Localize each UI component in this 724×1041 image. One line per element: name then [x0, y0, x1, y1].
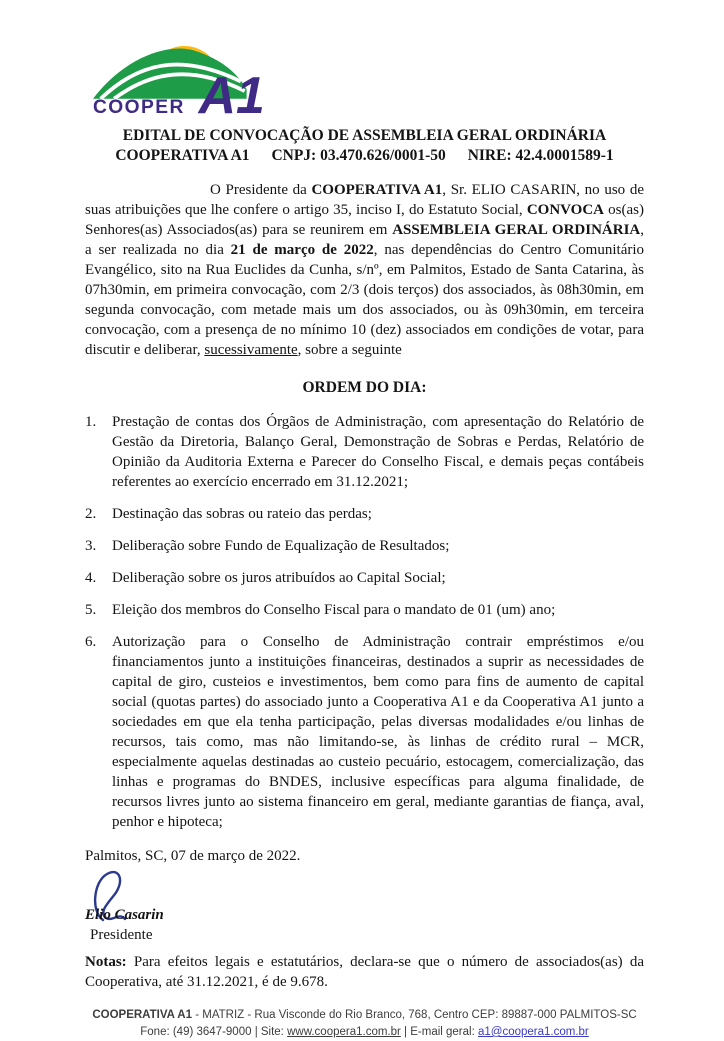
item-number: 6. — [85, 634, 97, 650]
a1-mark: A1 — [198, 66, 265, 116]
signature-block — [85, 868, 644, 944]
text-run: sucessivamente — [204, 342, 298, 358]
item-number: 3. — [85, 538, 97, 554]
email-link[interactable]: a1@coopera1.com.br — [477, 1026, 589, 1038]
date-line: Palmitos, SC, 07 de março de 2022. — [85, 848, 301, 864]
text-run: O Presidente da — [210, 182, 312, 198]
text-run: , Sr. ELIO CASARIN, no uso de suas atribuições que lhe confere o artigo 35, inciso I, do Estatuto Social, — [85, 182, 644, 218]
item-text: Deliberação sobre os juros atribuídos ao Capital Social; — [112, 570, 446, 586]
ordem-item — [85, 504, 644, 524]
text-run: , a ser realizada no dia — [85, 222, 644, 258]
text-run: CONVOCA — [526, 202, 605, 218]
item-text: Deliberação sobre Fundo de Equalização de Resultados; — [112, 538, 450, 554]
signature-role: Presidente — [90, 927, 153, 943]
ordem-do-dia-heading: ORDEM DO DIA: — [302, 379, 427, 396]
notes-paragraph — [85, 952, 644, 992]
text-run: - MATRIZ - Rua Visconde do Rio Branco, 768, Centro CEP: 89887-000 PALMITOS-SC — [192, 1009, 637, 1021]
text-run: COOPERATIVA A1 — [92, 1009, 193, 1021]
cooper-wordmark: COOPER — [93, 97, 185, 116]
item-text: Autorização para o Conselho de Administração contrair empréstimos e/ou financiamentos junto a instituições financeiras, destinados a suprir as necessidades de capital de giro, custeios e investimentos, bem como para fins de aumento de capital social (quotas partes) do associado junto a Cooperativa A1 e da Cooperativa A1 junto a sociedades em que ela tenha participação, pelas diversas modalidades e/ou linhas de recursos, tais como, mas não limitando-se, às linhas de crédito rural – MCR, especialmente aquelas destinadas ao custeio pecuário, estocagem, comercialização, das linhas e programas do BNDES, inclusive específicas para alguma finalidade, de recursos livres junto ao sistema financeiro em geral, mediante garantias de fiança, aval, penhor e hipoteca; — [112, 634, 644, 830]
cooper-a1-logo — [93, 20, 644, 116]
item-text: Prestação de contas dos Órgãos de Administração, com apresentação do Relatório de Gestão da Diretoria, Balanço Geral, Demonstração de Sobras e Perdas, Relatório de Opinião da Auditoria Externa e Parecer do Conselho Fiscal, e demais peças contábeis referentes ao exercício encerrado em 31.12.2021; — [112, 414, 644, 490]
ordem-item — [85, 412, 644, 492]
title-line1: EDITAL DE CONVOCAÇÃO DE ASSEMBLEIA GERAL ORDINÁRIA — [122, 127, 607, 144]
logo-graphic — [93, 20, 285, 116]
item-number: 4. — [85, 570, 97, 586]
text-run: ASSEMBLEIA GERAL ORDINÁRIA — [392, 222, 641, 238]
text-run: 21 de março de 2022 — [230, 242, 374, 258]
document-title — [85, 126, 644, 166]
ordem-item — [85, 536, 644, 556]
text-run: os(as) Senhores(as) Associados(as) para se reunirem em — [85, 202, 644, 238]
website-link[interactable]: www.coopera1.com.br — [287, 1026, 401, 1038]
footer-line2 — [85, 1024, 644, 1041]
text-run: Notas: — [85, 954, 127, 970]
intro-paragraph — [85, 180, 644, 360]
ordem-list — [85, 412, 644, 832]
footer — [85, 1007, 644, 1041]
item-number: 5. — [85, 602, 97, 618]
ordem-item — [85, 600, 644, 620]
item-text: Eleição dos membros do Conselho Fiscal para o mandato de 01 (um) ano; — [112, 602, 556, 618]
title-company: COOPERATIVA A1 — [115, 147, 250, 164]
signature-name: Elio Casarin — [85, 907, 164, 923]
text-run: , nas dependências do Centro Comunitário Evangélico, sito na Rua Euclides da Cunha, s/nº, em Palmitos, Estado de Santa Catarina, às 07h30min, em primeira convocação, com 2/3 (dois terços) dos associados, às 08h30min, em segunda convocação, com metade mais um dos associados, ou às 09h30min, em terceira convocação, com a presença de no mínimo 10 (dez) associados em condições de votar, para discutir e deliberar, — [85, 242, 645, 358]
item-text: Destinação das sobras ou rateio das perdas; — [112, 506, 372, 522]
footer-line1 — [85, 1007, 644, 1024]
item-number: 1. — [85, 414, 97, 430]
item-number: 2. — [85, 506, 97, 522]
text-run: , sobre a seguinte — [297, 342, 402, 358]
text-run: | E-mail geral: — [400, 1026, 478, 1038]
title-line2 — [85, 146, 644, 166]
title-nire: NIRE: 42.4.0001589-1 — [467, 147, 614, 164]
text-run: COOPERATIVA A1 — [311, 182, 443, 198]
text-run: Fone: (49) 3647-9000 | Site: — [140, 1026, 288, 1038]
ordem-item — [85, 632, 644, 832]
ordem-item — [85, 568, 644, 588]
text-run: Para efeitos legais e estatutários, declara-se que o número de associados(as) da Cooperativa, até 31.12.2021, é de 9.678. — [85, 954, 644, 990]
title-cnpj: CNPJ: 03.470.626/0001-50 — [271, 147, 446, 164]
